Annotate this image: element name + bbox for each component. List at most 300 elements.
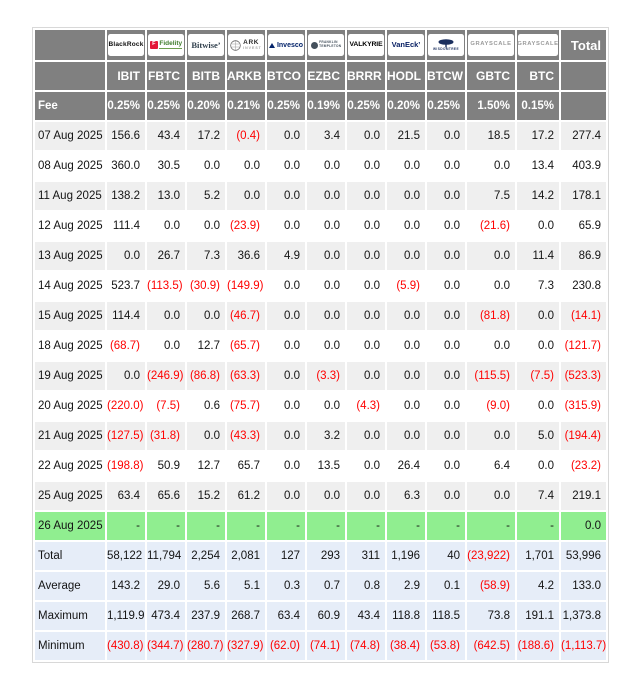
flow-value-btco: 0.0 [267,182,305,210]
date-label: 21 Aug 2025 [35,422,105,450]
flow-value-fbtc: 65.6 [147,482,185,510]
summary-value-btc: 191.1 [517,602,559,630]
flow-value-btco: 0.0 [267,452,305,480]
summary-value-gbtc: (58.9) [467,572,515,600]
row-total-value: 277.4 [561,122,606,150]
flow-value-gbtc: (21.6) [467,212,515,240]
flow-value-btcw: 0.0 [427,272,465,300]
summary-value-fbtc: 11,794 [147,542,185,570]
flow-value-hodl: (5.9) [387,272,425,300]
summary-value-btco: 0.3 [267,572,305,600]
flow-value-btcw: 0.0 [427,332,465,360]
flow-value-btcw: 0.0 [427,452,465,480]
fee-bitb: 0.20% [187,92,225,120]
ark-invest-logo [228,34,264,56]
flow-value-bitb: 0.0 [187,302,225,330]
summary-value-btco: 127 [267,542,305,570]
date-label: 20 Aug 2025 [35,392,105,420]
flow-value-gbtc: 0.0 [467,482,515,510]
date-label: 22 Aug 2025 [35,452,105,480]
franklin-wordmark [319,41,341,49]
summary-value-fbtc: (344.7) [147,632,185,660]
summary-value-ibit: 143.2 [107,572,145,600]
row-total-value: (23.2) [561,452,606,480]
ticker-row-total-spacer [561,62,606,90]
flow-value-fbtc: (113.5) [147,272,185,300]
flow-value-brrr: 0.0 [347,482,385,510]
grayscale-logo [468,34,514,56]
flow-value-btc: (7.5) [517,362,559,390]
flow-value-fbtc: 0.0 [147,332,185,360]
flow-value-fbtc: 50.9 [147,452,185,480]
fee-hodl: 0.20% [387,92,425,120]
fee-btc: 0.15% [517,92,559,120]
date-label: 13 Aug 2025 [35,242,105,270]
row-total-value: 178.1 [561,182,606,210]
fidelity-logo-text: F [150,41,158,49]
flow-value-ibit: (198.8) [107,452,145,480]
summary-row-average [35,572,606,600]
grayscale-logo-text: GRAYSCALE [470,41,512,48]
summary-total-value: (1,113.7) [561,632,606,660]
flow-value-ezbc: 0.0 [307,242,345,270]
date-label: 18 Aug 2025 [35,332,105,360]
logo-cell-bitwise [187,30,225,60]
summary-value-arkb: 268.7 [227,602,265,630]
flow-value-bitb: (30.9) [187,272,225,300]
invesco-logo [268,34,304,56]
row-total-value: (194.4) [561,422,606,450]
summary-value-hodl: 1,196 [387,542,425,570]
flow-value-fbtc: 30.5 [147,152,185,180]
flow-value-btc: 17.2 [517,122,559,150]
fee-row-total-spacer [561,92,606,120]
flow-value-ibit: 111.4 [107,212,145,240]
ticker-fbtc: FBTC [147,62,185,90]
ticker-bitb: BITB [187,62,225,90]
row-total-value: 219.1 [561,482,606,510]
flow-value-arkb: (43.3) [227,422,265,450]
ticker-arkb: ARKB [227,62,265,90]
summary-value-btcw: 118.5 [427,602,465,630]
flow-value-arkb: (65.7) [227,332,265,360]
bitwise-logo-text: Bitwise’ [191,39,221,50]
flow-value-btco: 0.0 [267,422,305,450]
flow-value-gbtc: 6.4 [467,452,515,480]
summary-value-ezbc: 293 [307,542,345,570]
logo-cell-wisdomtree [427,30,465,60]
flow-value-hodl: 6.3 [387,482,425,510]
fee-gbtc: 1.50% [467,92,515,120]
ticker-ibit: IBIT [107,62,145,90]
date-label: 14 Aug 2025 [35,272,105,300]
logo-cell-grayscale [467,30,515,60]
logo-cell-fidelity [147,30,185,60]
row-total-value: 65.9 [561,212,606,240]
flow-value-hodl: 0.0 [387,182,425,210]
flow-value-ezbc: - [307,512,345,540]
flow-row [35,242,606,270]
row-total-value: (14.1) [561,302,606,330]
flow-value-bitb: 0.0 [187,422,225,450]
flow-value-brrr: 0.0 [347,242,385,270]
flow-value-ibit: - [107,512,145,540]
summary-value-hodl: (38.4) [387,632,425,660]
etf-flow-table-wrapper [32,27,609,663]
franklin-text-line: FRANKLIN [319,40,338,45]
summary-value-brrr: 0.8 [347,572,385,600]
flow-value-btc: 11.4 [517,242,559,270]
franklin-head-icon [311,42,318,49]
summary-value-ibit: (430.8) [107,632,145,660]
summary-label: Maximum [35,602,105,630]
summary-value-btcw: 40 [427,542,465,570]
summary-value-arkb: 2,081 [227,542,265,570]
summary-value-bitb: 2,254 [187,542,225,570]
flow-value-fbtc: (7.5) [147,392,185,420]
flow-value-brrr: 0.0 [347,422,385,450]
flow-value-btcw: 0.0 [427,302,465,330]
flow-value-arkb: (23.9) [227,212,265,240]
flow-row [35,422,606,450]
flow-value-gbtc: 0.0 [467,422,515,450]
flow-value-btc: 0.0 [517,452,559,480]
summary-row-minimum [35,632,606,660]
flow-value-arkb: 61.2 [227,482,265,510]
flow-value-ezbc: 0.0 [307,212,345,240]
flow-row [35,512,606,540]
fee-brrr: 0.25% [347,92,385,120]
summary-total-value: 133.0 [561,572,606,600]
flow-value-gbtc: 18.5 [467,122,515,150]
flow-value-hodl: - [387,512,425,540]
logo-cell-ark [227,30,265,60]
flow-value-bitb: 0.6 [187,392,225,420]
flow-value-bitb: - [187,512,225,540]
flow-value-bitb: 0.0 [187,152,225,180]
corner-cell [35,30,105,60]
flow-value-brrr: 0.0 [347,122,385,150]
flow-value-btco: 4.9 [267,242,305,270]
flow-value-ibit: 0.0 [107,362,145,390]
summary-value-btcw: (53.8) [427,632,465,660]
fee-fbtc: 0.25% [147,92,185,120]
vaneck-logo-text: VanEck’ [391,40,421,50]
summary-row-total [35,542,606,570]
blackrock-logo [108,34,144,56]
flow-value-ezbc: (3.3) [307,362,345,390]
flow-value-arkb: (149.9) [227,272,265,300]
flow-value-fbtc: 26.7 [147,242,185,270]
summary-value-bitb: (280.7) [187,632,225,660]
flow-value-btc: 0.0 [517,302,559,330]
row-total-value: 0.0 [561,512,606,540]
summary-value-bitb: 5.6 [187,572,225,600]
flow-value-bitb: 12.7 [187,332,225,360]
flow-value-fbtc: - [147,512,185,540]
flow-value-hodl: 0.0 [387,362,425,390]
flow-value-btco: 0.0 [267,332,305,360]
flow-value-btcw: 0.0 [427,182,465,210]
flow-value-bitb: 0.0 [187,212,225,240]
summary-value-hodl: 2.9 [387,572,425,600]
flow-value-ibit: (68.7) [107,332,145,360]
flow-row [35,152,606,180]
flow-value-gbtc: (81.8) [467,302,515,330]
flow-value-brrr: 0.0 [347,212,385,240]
summary-label: Average [35,572,105,600]
flow-value-hodl: 26.4 [387,452,425,480]
flow-value-btco: 0.0 [267,302,305,330]
date-label: 12 Aug 2025 [35,212,105,240]
flow-row [35,302,606,330]
flow-value-fbtc: 0.0 [147,212,185,240]
flow-value-btcw: 0.0 [427,212,465,240]
flow-value-brrr: 0.0 [347,182,385,210]
fee-row-label: Fee [35,92,105,120]
flow-value-gbtc: 0.0 [467,152,515,180]
flow-value-btc: 14.2 [517,182,559,210]
grayscale-logo-text: GRAYSCALE [517,41,559,48]
summary-value-fbtc: 29.0 [147,572,185,600]
row-total-value: (121.7) [561,332,606,360]
valkyrie-logo-text: VALKYRIE [349,40,383,48]
flow-value-ezbc: 13.5 [307,452,345,480]
logo-cell-franklin [307,30,345,60]
flow-value-btcw: 0.0 [427,392,465,420]
summary-value-bitb: 237.9 [187,602,225,630]
flow-value-ezbc: 0.0 [307,482,345,510]
invesco-logo-text: Invesco [276,41,304,49]
flow-value-ezbc: 3.2 [307,422,345,450]
fee-ibit: 0.25% [107,92,145,120]
ark-subtext: INVEST [243,45,262,50]
ark-wordmark [243,40,262,51]
ticker-btc: BTC [517,62,559,90]
flow-value-bitb: (86.8) [187,362,225,390]
fee-arkb: 0.21% [227,92,265,120]
summary-value-arkb: (327.9) [227,632,265,660]
summary-label: Total [35,542,105,570]
flow-value-btcw: 0.0 [427,242,465,270]
flow-value-arkb: - [227,512,265,540]
flow-value-ibit: (220.0) [107,392,145,420]
flow-value-btc: 7.3 [517,272,559,300]
ticker-btco: BTCO [267,62,305,90]
fee-btco: 0.25% [267,92,305,120]
summary-value-btc: 1,701 [517,542,559,570]
summary-value-ezbc: 60.9 [307,602,345,630]
flow-value-hodl: 0.0 [387,392,425,420]
flow-value-ezbc: 0.0 [307,332,345,360]
fee-row [35,92,606,120]
summary-value-btcw: 0.1 [427,572,465,600]
summary-value-btc: (188.6) [517,632,559,660]
ark-text: ARK [243,38,260,46]
summary-value-btco: (62.0) [267,632,305,660]
flow-value-arkb: (46.7) [227,302,265,330]
flow-value-brrr: 0.0 [347,332,385,360]
summary-value-brrr: 43.4 [347,602,385,630]
fee-ezbc: 0.19% [307,92,345,120]
grayscale-logo [518,34,558,56]
flow-value-fbtc: (31.8) [147,422,185,450]
flow-value-fbtc: 43.4 [147,122,185,150]
flow-value-btco: 0.0 [267,212,305,240]
flow-value-btcw: 0.0 [427,152,465,180]
flow-value-hodl: 0.0 [387,332,425,360]
flow-value-hodl: 0.0 [387,212,425,240]
flow-value-brrr: 0.0 [347,302,385,330]
flow-value-gbtc: 0.0 [467,332,515,360]
summary-value-fbtc: 473.4 [147,602,185,630]
flow-value-arkb: (0.4) [227,122,265,150]
summary-value-ibit: 1,119.9 [107,602,145,630]
flow-value-btcw: 0.0 [427,422,465,450]
flow-value-btco: 0.0 [267,392,305,420]
flow-value-ezbc: 0.0 [307,392,345,420]
flow-value-fbtc: 0.0 [147,302,185,330]
flow-value-btcw: 0.0 [427,482,465,510]
summary-value-gbtc: (642.5) [467,632,515,660]
flow-row [35,362,606,390]
summary-value-ezbc: 0.7 [307,572,345,600]
flow-value-ezbc: 0.0 [307,302,345,330]
flow-value-fbtc: (246.9) [147,362,185,390]
flow-row [35,122,606,150]
flow-value-hodl: 21.5 [387,122,425,150]
row-total-value: 403.9 [561,152,606,180]
flow-value-btc: 5.0 [517,422,559,450]
summary-value-brrr: (74.8) [347,632,385,660]
ticker-gbtc: GBTC [467,62,515,90]
summary-label: Minimum [35,632,105,660]
ticker-row [35,62,606,90]
fidelity-logo [148,34,184,56]
valkyrie-logo [348,34,384,56]
franklin-text-line: TEMPLETON [319,44,342,49]
summary-value-ibit: 58,122 [107,542,145,570]
flow-value-ibit: 523.7 [107,272,145,300]
flow-value-bitb: 17.2 [187,122,225,150]
flow-value-brrr: - [347,512,385,540]
flow-row [35,212,606,240]
institution-logo-row [35,30,606,60]
logo-cell-blackrock [107,30,145,60]
row-total-value: 230.8 [561,272,606,300]
flow-value-bitb: 5.2 [187,182,225,210]
ticker-btcw: BTCW [427,62,465,90]
flow-row [35,482,606,510]
flow-value-arkb: 0.0 [227,152,265,180]
flow-value-gbtc: (9.0) [467,392,515,420]
franklin-templeton-logo [308,34,344,56]
vaneck-logo [388,34,424,56]
flow-value-btc: 13.4 [517,152,559,180]
ticker-hodl: HODL [387,62,425,90]
summary-row-maximum [35,602,606,630]
row-total-value: 86.9 [561,242,606,270]
flow-value-btcw: 0.0 [427,122,465,150]
row-total-value: (315.9) [561,392,606,420]
date-label: 19 Aug 2025 [35,362,105,390]
flow-value-gbtc: 0.0 [467,242,515,270]
flow-row [35,332,606,360]
date-label: 07 Aug 2025 [35,122,105,150]
flow-value-btco: 0.0 [267,362,305,390]
summary-value-ezbc: (74.1) [307,632,345,660]
flow-value-arkb: (63.3) [227,362,265,390]
row-total-value: (523.3) [561,362,606,390]
flow-value-ibit: (127.5) [107,422,145,450]
summary-value-gbtc: (23,922) [467,542,515,570]
fidelity-logo-text: Fidelity [159,41,182,50]
flow-value-bitb: 15.2 [187,482,225,510]
flow-value-ibit: 360.0 [107,152,145,180]
flow-value-gbtc: (115.5) [467,362,515,390]
ark-circle-icon [230,40,241,51]
flow-value-brrr: 0.0 [347,152,385,180]
summary-value-btco: 63.4 [267,602,305,630]
flow-row [35,452,606,480]
flow-value-btc: 0.0 [517,392,559,420]
flow-value-bitb: 7.3 [187,242,225,270]
flow-value-gbtc: 7.5 [467,182,515,210]
flow-value-ibit: 114.4 [107,302,145,330]
date-label: 25 Aug 2025 [35,482,105,510]
summary-total-value: 53,996 [561,542,606,570]
flow-value-btc: - [517,512,559,540]
logo-cell-valkyrie [347,30,385,60]
total-column-header: Total [561,30,606,60]
flow-value-hodl: 0.0 [387,242,425,270]
flow-value-arkb: 36.6 [227,242,265,270]
fee-btcw: 0.25% [427,92,465,120]
flow-value-hodl: 0.0 [387,302,425,330]
flow-value-hodl: 0.0 [387,152,425,180]
date-label: 15 Aug 2025 [35,302,105,330]
wisdomtree-logo [428,34,464,56]
wisdomtree-logo-text: WISDOMTREE [433,47,459,52]
flow-value-ibit: 0.0 [107,242,145,270]
flow-value-arkb: (75.7) [227,392,265,420]
logo-cell-grayscale [517,30,559,60]
flow-row [35,272,606,300]
date-label: 11 Aug 2025 [35,182,105,210]
flow-value-btc: 0.0 [517,332,559,360]
ticker-brrr: BRRR [347,62,385,90]
summary-value-brrr: 311 [347,542,385,570]
flow-value-gbtc: 0.0 [467,272,515,300]
bitwise-logo [188,34,224,56]
flow-value-btcw: 0.0 [427,362,465,390]
flow-value-gbtc: - [467,512,515,540]
flow-value-brrr: 0.0 [347,362,385,390]
date-label: 08 Aug 2025 [35,152,105,180]
date-label: 26 Aug 2025 [35,512,105,540]
invesco-triangle-icon [269,43,275,48]
flow-value-btc: 0.0 [517,212,559,240]
logo-cell-invesco [267,30,305,60]
bitcoin-etf-flow-table [32,27,609,663]
flow-value-ezbc: 0.0 [307,182,345,210]
flow-row [35,182,606,210]
flow-value-ezbc: 0.0 [307,152,345,180]
flow-value-btco: 0.0 [267,122,305,150]
flow-value-btco: 0.0 [267,482,305,510]
flow-value-ibit: 138.2 [107,182,145,210]
logo-cell-vaneck [387,30,425,60]
